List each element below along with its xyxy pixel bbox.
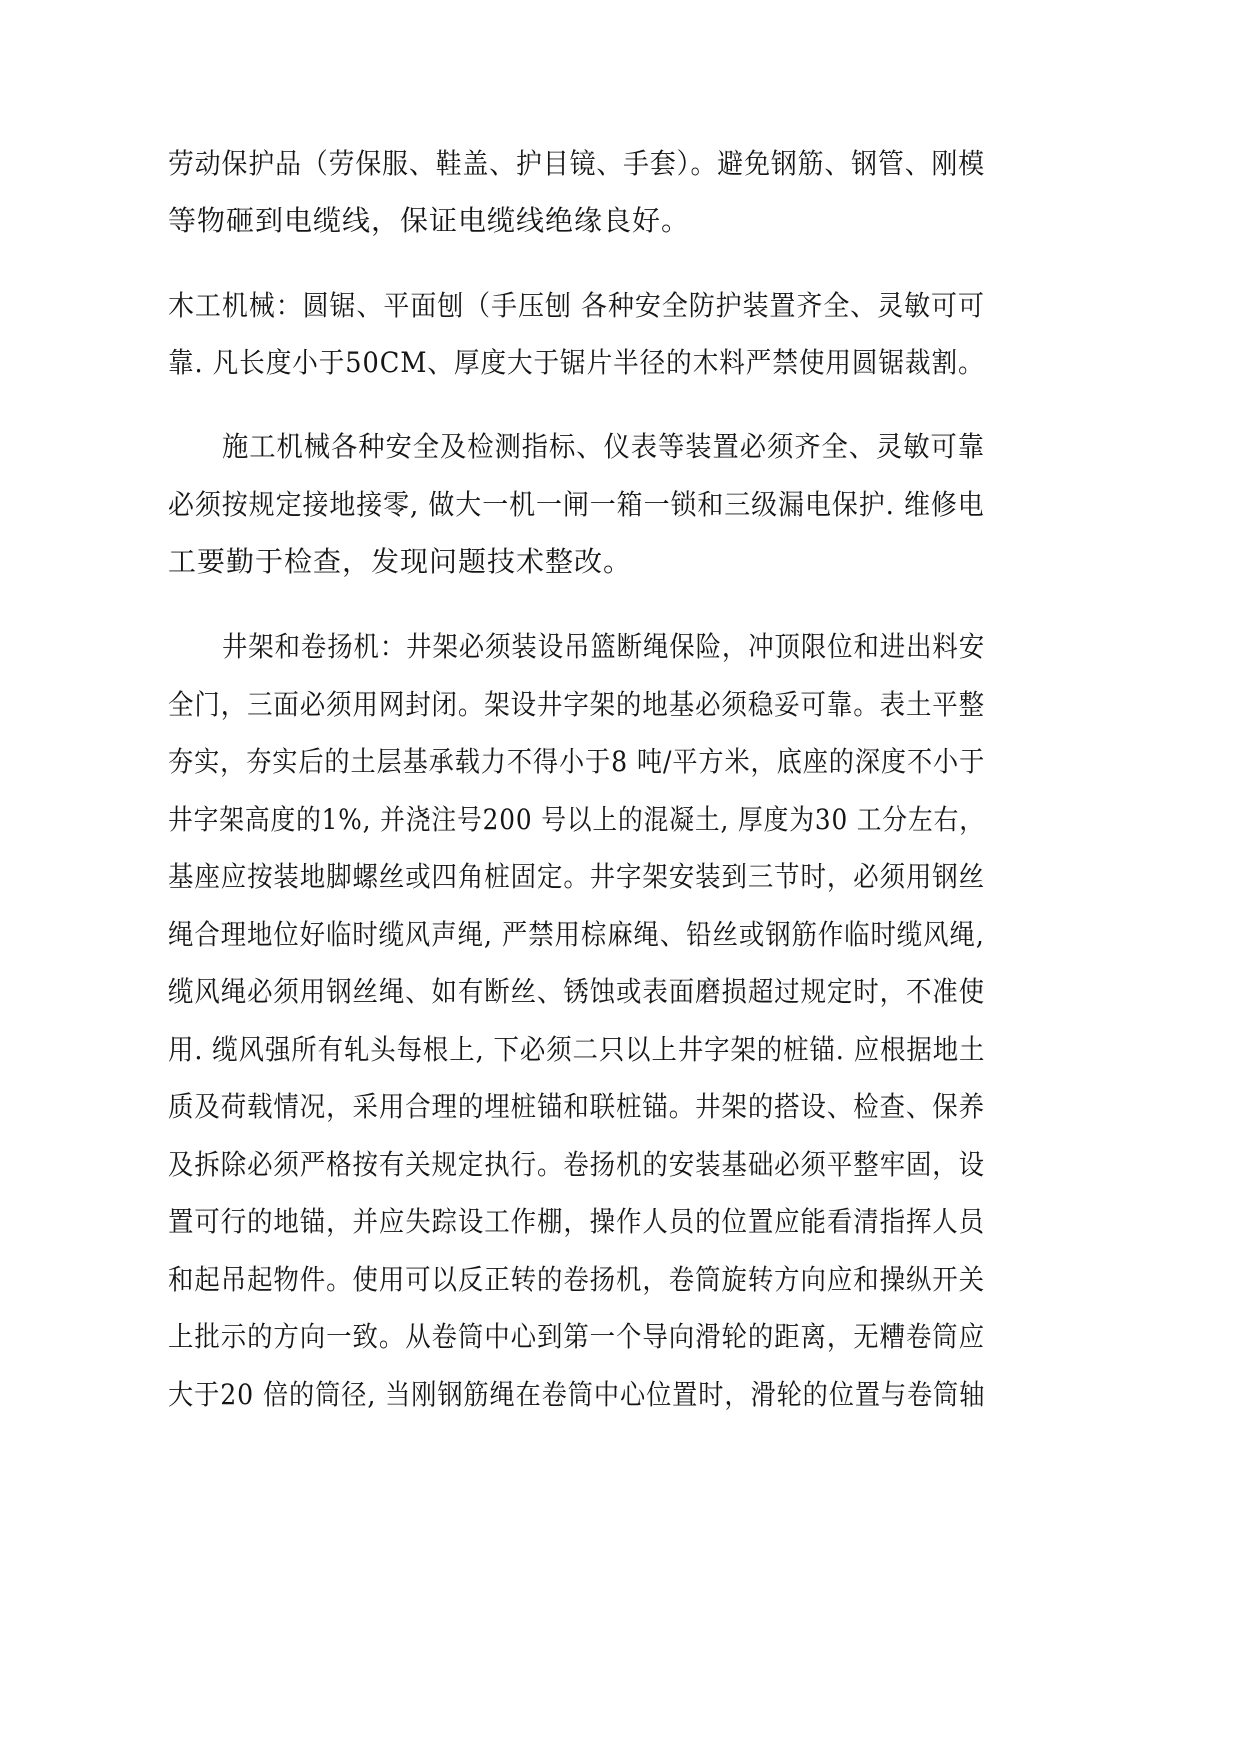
text-line: 靠. 凡长度小于50CM、厚度大于锯片半径的木料严禁使用圆锯裁割。 (168, 346, 985, 379)
text-line: 用. 缆风强所有轧头每根上, 下必须二只以上井字架的桩锚. 应根据地土 (168, 1033, 986, 1066)
text-line: 工要勤于检查，发现问题技术整改。 (168, 545, 633, 578)
text-line: 井架和卷扬机：井架必须装设吊篮断绳保险，冲顶限位和进出料安 (222, 630, 986, 663)
text-line: 大于20 倍的筒径, 当刚钢筋绳在卷筒中心位置时，滑轮的位置与卷筒轴 (168, 1378, 986, 1411)
text-line: 基座应按装地脚螺丝或四角桩固定。井字架安装到三节时，必须用钢丝 (168, 860, 986, 893)
text-line: 施工机械各种安全及检测指标、仪表等装置必须齐全、灵敏可靠 (222, 430, 986, 463)
text-line: 和起吊起物件。使用可以反正转的卷扬机，卷筒旋转方向应和操纵开关 (168, 1263, 986, 1296)
text-line: 质及荷载情况，采用合理的埋桩锚和联桩锚。井架的搭设、检查、保养 (168, 1090, 986, 1123)
text-line: 缆风绳必须用钢丝绳、如有断丝、锈蚀或表面磨损超过规定时，不准使 (168, 975, 986, 1008)
text-line: 必须按规定接地接零, 做大一机一闸一箱一锁和三级漏电保护. 维修电 (168, 488, 985, 521)
text-line: 上批示的方向一致。从卷筒中心到第一个导向滑轮的距离，无糟卷筒应 (168, 1320, 986, 1353)
text-line: 置可行的地锚，并应失踪设工作棚，操作人员的位置应能看清指挥人员 (168, 1205, 986, 1238)
text-line: 绳合理地位好临时缆风声绳, 严禁用棕麻绳、铅丝或钢筋作临时缆风绳, (168, 918, 985, 951)
text-line: 木工机械：圆锯、平面刨（手压刨 各种安全防护装置齐全、灵敏可可 (168, 289, 985, 322)
text-line: 劳动保护品（劳保服、鞋盖、护目镜、手套）。避免钢筋、钢管、刚模 (168, 147, 986, 180)
text-line: 全门，三面必须用网封闭。架设井字架的地基必须稳妥可靠。表土平整 (168, 688, 986, 721)
text-line: 井字架高度的1%, 并浇注号200 号以上的混凝土, 厚度为30 工分左右， (168, 803, 985, 836)
text-line: 夯实，夯实后的土层基承载力不得小于8 吨/平方米，底座的深度不小于 (168, 745, 986, 778)
text-line: 等物砸到电缆线，保证电缆线绝缘良好。 (168, 204, 691, 237)
text-line: 及拆除必须严格按有关规定执行。卷扬机的安装基础必须平整牢固，设 (168, 1148, 986, 1181)
